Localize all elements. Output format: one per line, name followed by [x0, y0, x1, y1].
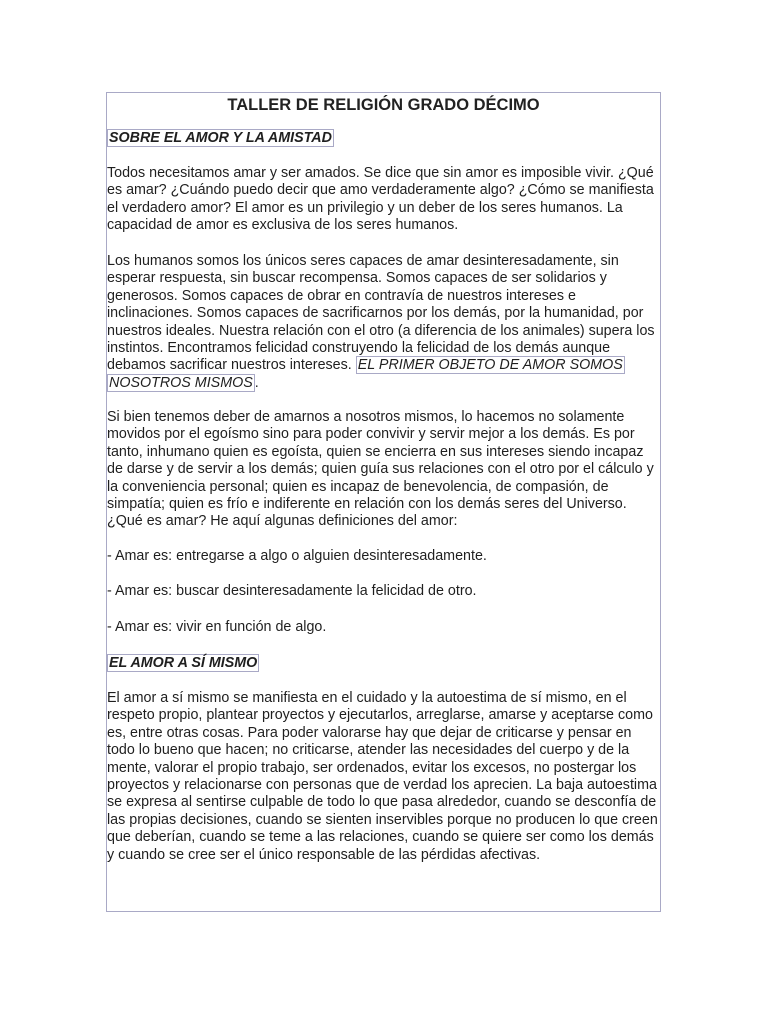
paragraph-autoestima: El amor a sí mismo se manifiesta en el cuidado y la autoestima de sí mismo, en el respeto propio, plantear proyectos y ejecutarlos, arreglarse, amarse y aceptarse como es, entre otras cosas. Para poder valorarse hay que dejar de criticarse y pensar en todo lo bueno que hacen; no criticarse, atender las necesidades del cuerpo y de la mente, valorar el propio trabajo, ser ordenados, evitar los excesos, no postergar los proyectos y relacionarse con personas que de verdad los aprecien. La baja autoestima se expresa al sentirse culpable de todo lo que pasa alrededor, cuando se desconfía de las propias decisiones, cuando se sienten inservibles porque no producen lo que creen que deberían, cuando se teme a las relaciones, cuando se quiere ser como los demás y cuando se cree ser el único responsable de las pérdidas afectivas.	[107, 690, 658, 863]
paragraph-humanos	[107, 253, 659, 392]
definition-item-1: - Amar es: entregarse a algo o alguien desinteresadamente.	[107, 548, 487, 564]
paragraph-humanos-text: Los humanos somos los únicos seres capaces de amar desinteresadamente, sin esperar respuesta, sin buscar recompensa. Somos capaces de ser solidarios y generosos. Somos capaces de obrar en contravía de nuestros intereses e inclinaciones. Somos capaces de sacrificarnos por los demás, por la humanidad, por nuestros ideales. Nuestra relación con el otro (a diferencia de los animales) supera los instintos. Encontramos felicidad construyendo la felicidad de los demás aunque debamos sacrificar nuestros intereses.	[107, 253, 655, 374]
definition-item-2: - Amar es: buscar desinteresadamente la felicidad de otro.	[107, 583, 477, 599]
document-title: TALLER DE RELIGIÓN GRADO DÉCIMO	[227, 96, 540, 114]
section-heading-amor-amistad-text: SOBRE EL AMOR Y LA AMISTAD	[109, 130, 332, 146]
section-heading-amor-si-mismo	[107, 654, 259, 672]
section-heading-amor-si-mismo-text: EL AMOR A SÍ MISMO	[109, 655, 258, 671]
paragraph-humanos-end: .	[254, 374, 259, 391]
paragraph-egoismo: Si bien tenemos deber de amarnos a nosotros mismos, lo hacemos no solamente movidos por el egoísmo sino para poder convivir y servir mejor a los demás. Es por tanto, inhumano quien es egoísta, quien se encierra en sus intereses siendo incapaz de darse y de servir a los demás; quien guía sus relaciones con el otro por el cálculo y la conveniencia personal; quien es incapaz de benevolencia, de compasión, de simpatía; quien es frío e indiferente en relación con los demás seres del Universo. ¿Qué es amar? He aquí algunas definiciones del amor:	[107, 409, 654, 530]
definition-item-3: - Amar es: vivir en función de algo.	[107, 619, 327, 635]
section-heading-amor-amistad	[107, 129, 334, 147]
paragraph-intro: Todos necesitamos amar y ser amados. Se dice que sin amor es imposible vivir. ¿Qué es amar? ¿Cuándo puedo decir que amo verdaderamente algo? ¿Cómo se manifiesta el verdadero amor? El amor es un privilegio y un deber de los seres humanos. La capacidad de amor es exclusiva de los seres humanos.	[107, 165, 654, 234]
highlight-primer-objeto: EL PRIMER OBJETO DE AMOR SOMOS NOSOTROS MISMOS	[109, 357, 623, 391]
document-page	[106, 92, 661, 912]
